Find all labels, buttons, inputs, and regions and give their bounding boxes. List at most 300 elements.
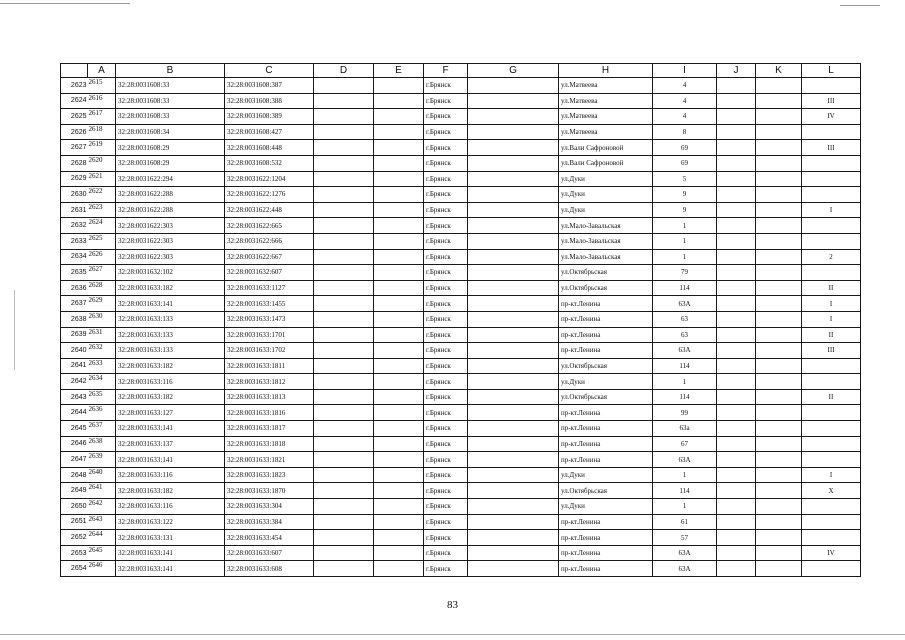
cell-a[interactable]: 2622 [88,187,116,203]
cell-e[interactable] [374,514,424,530]
cell-l[interactable]: II [802,327,861,343]
cell-f[interactable]: г.Брянск [424,187,468,203]
cell-c[interactable]: 32:28:0031633:304 [225,499,314,515]
cell-j[interactable] [717,124,756,140]
cell-k[interactable] [756,218,802,234]
cell-g[interactable] [468,452,559,468]
cell-g[interactable] [468,187,559,203]
cell-i[interactable]: 114 [653,389,717,405]
cell-g[interactable] [468,405,559,421]
column-header-i[interactable]: I [653,64,717,78]
cell-h[interactable]: пр-кт.Ленина [559,452,653,468]
cell-a[interactable]: 2621 [88,171,116,187]
cell-k[interactable] [756,78,802,94]
row-number[interactable]: 2633 [61,233,88,249]
cell-i[interactable]: 79 [653,265,717,281]
cell-a[interactable]: 2637 [88,421,116,437]
cell-l[interactable] [802,561,861,577]
cell-i[interactable]: 63А [653,545,717,561]
cell-g[interactable] [468,327,559,343]
cell-h[interactable]: пр-кт.Ленина [559,514,653,530]
cell-a[interactable]: 2620 [88,155,116,171]
cell-k[interactable] [756,187,802,203]
row-number[interactable]: 2634 [61,249,88,265]
cell-h[interactable]: ул.Октябрьская [559,389,653,405]
cell-e[interactable] [374,249,424,265]
cell-e[interactable] [374,405,424,421]
cell-a[interactable]: 2618 [88,124,116,140]
cell-k[interactable] [756,171,802,187]
column-header-d[interactable]: D [314,64,374,78]
cell-d[interactable] [314,358,374,374]
cell-l[interactable]: II [802,389,861,405]
row-number[interactable]: 2627 [61,140,88,156]
cell-l[interactable] [802,374,861,390]
cell-c[interactable]: 32:28:0031633:1813 [225,389,314,405]
cell-f[interactable]: г.Брянск [424,280,468,296]
row-number[interactable]: 2648 [61,467,88,483]
column-header-e[interactable]: E [374,64,424,78]
cell-k[interactable] [756,249,802,265]
cell-f[interactable]: г.Брянск [424,405,468,421]
cell-h[interactable]: пр-кт.Ленина [559,561,653,577]
cell-k[interactable] [756,374,802,390]
cell-h[interactable]: ул.Дуки [559,187,653,203]
cell-c[interactable]: 32:28:0031633:608 [225,561,314,577]
cell-l[interactable] [802,218,861,234]
cell-a[interactable]: 2615 [88,78,116,94]
cell-j[interactable] [717,561,756,577]
row-number[interactable]: 2647 [61,452,88,468]
cell-k[interactable] [756,140,802,156]
cell-l[interactable]: III [802,140,861,156]
cell-f[interactable]: г.Брянск [424,343,468,359]
row-number[interactable]: 2642 [61,374,88,390]
cell-b[interactable]: 32:28:0031633:141 [116,452,225,468]
cell-d[interactable] [314,405,374,421]
cell-b[interactable]: 32:28:0031622:303 [116,233,225,249]
row-number[interactable]: 2626 [61,124,88,140]
cell-b[interactable]: 32:28:0031633:116 [116,374,225,390]
cell-g[interactable] [468,545,559,561]
cell-i[interactable]: 63А [653,343,717,359]
cell-l[interactable] [802,265,861,281]
cell-l[interactable]: X [802,483,861,499]
cell-l[interactable]: I [802,202,861,218]
row-number[interactable]: 2632 [61,218,88,234]
cell-j[interactable] [717,93,756,109]
cell-f[interactable]: г.Брянск [424,499,468,515]
cell-l[interactable] [802,358,861,374]
cell-f[interactable]: г.Брянск [424,374,468,390]
cell-b[interactable]: 32:28:0031622:303 [116,218,225,234]
cell-l[interactable]: IV [802,545,861,561]
cell-d[interactable] [314,311,374,327]
cell-c[interactable]: 32:28:0031622:1204 [225,171,314,187]
cell-b[interactable]: 32:28:0031633:127 [116,405,225,421]
cell-e[interactable] [374,187,424,203]
cell-g[interactable] [468,311,559,327]
cell-b[interactable]: 32:28:0031608:33 [116,78,225,94]
cell-b[interactable]: 32:28:0031633:182 [116,358,225,374]
cell-l[interactable]: III [802,343,861,359]
cell-j[interactable] [717,249,756,265]
cell-k[interactable] [756,436,802,452]
cell-c[interactable]: 32:28:0031633:1817 [225,421,314,437]
cell-a[interactable]: 2625 [88,233,116,249]
cell-l[interactable] [802,530,861,546]
column-header-f[interactable]: F [424,64,468,78]
cell-l[interactable]: II [802,280,861,296]
cell-a[interactable]: 2634 [88,374,116,390]
cell-a[interactable]: 2631 [88,327,116,343]
cell-j[interactable] [717,405,756,421]
cell-j[interactable] [717,389,756,405]
cell-e[interactable] [374,343,424,359]
cell-e[interactable] [374,421,424,437]
cell-i[interactable]: 114 [653,280,717,296]
cell-d[interactable] [314,483,374,499]
cell-d[interactable] [314,171,374,187]
cell-e[interactable] [374,452,424,468]
cell-i[interactable]: 61 [653,514,717,530]
column-header-j[interactable]: J [717,64,756,78]
cell-c[interactable]: 32:28:0031633:1821 [225,452,314,468]
cell-c[interactable]: 32:28:0031633:454 [225,530,314,546]
cell-d[interactable] [314,530,374,546]
cell-j[interactable] [717,140,756,156]
cell-i[interactable]: 63А [653,296,717,312]
cell-h[interactable]: пр-кт.Ленина [559,311,653,327]
cell-c[interactable]: 32:28:0031608:389 [225,109,314,125]
cell-b[interactable]: 32:28:0031608:33 [116,109,225,125]
cell-j[interactable] [717,109,756,125]
cell-j[interactable] [717,374,756,390]
cell-i[interactable]: 1 [653,218,717,234]
cell-i[interactable]: 9 [653,202,717,218]
column-header-k[interactable]: K [756,64,802,78]
cell-k[interactable] [756,405,802,421]
cell-c[interactable]: 32:28:0031608:448 [225,140,314,156]
cell-j[interactable] [717,155,756,171]
cell-k[interactable] [756,561,802,577]
cell-e[interactable] [374,233,424,249]
cell-l[interactable] [802,499,861,515]
cell-e[interactable] [374,499,424,515]
cell-j[interactable] [717,545,756,561]
cell-h[interactable]: ул.Вали Сафроновой [559,155,653,171]
cell-e[interactable] [374,218,424,234]
cell-b[interactable]: 32:28:0031608:29 [116,140,225,156]
cell-g[interactable] [468,530,559,546]
cell-k[interactable] [756,296,802,312]
cell-f[interactable]: г.Брянск [424,296,468,312]
cell-a[interactable]: 2638 [88,436,116,452]
cell-h[interactable]: пр-кт.Ленина [559,296,653,312]
cell-j[interactable] [717,343,756,359]
cell-e[interactable] [374,280,424,296]
cell-d[interactable] [314,218,374,234]
cell-h[interactable]: пр-кт.Ленина [559,436,653,452]
cell-h[interactable]: ул.Октябрьская [559,280,653,296]
cell-b[interactable]: 32:28:0031633:133 [116,311,225,327]
cell-k[interactable] [756,93,802,109]
cell-d[interactable] [314,561,374,577]
cell-i[interactable]: 1 [653,233,717,249]
cell-g[interactable] [468,93,559,109]
cell-h[interactable]: ул.Матвеева [559,109,653,125]
cell-c[interactable]: 32:28:0031608:387 [225,78,314,94]
cell-i[interactable]: 4 [653,93,717,109]
cell-f[interactable]: г.Брянск [424,78,468,94]
column-header-g[interactable]: G [468,64,559,78]
cell-k[interactable] [756,265,802,281]
cell-a[interactable]: 2636 [88,405,116,421]
cell-c[interactable]: 32:28:0031633:1473 [225,311,314,327]
cell-e[interactable] [374,93,424,109]
cell-l[interactable] [802,233,861,249]
cell-g[interactable] [468,109,559,125]
cell-d[interactable] [314,452,374,468]
cell-g[interactable] [468,171,559,187]
cell-h[interactable]: пр-кт.Ленина [559,327,653,343]
cell-g[interactable] [468,140,559,156]
cell-k[interactable] [756,358,802,374]
cell-i[interactable]: 114 [653,358,717,374]
cell-d[interactable] [314,296,374,312]
cell-h[interactable]: ул.Дуки [559,499,653,515]
row-number[interactable]: 2643 [61,389,88,405]
cell-a[interactable]: 2642 [88,499,116,515]
cell-d[interactable] [314,233,374,249]
cell-l[interactable]: I [802,467,861,483]
cell-e[interactable] [374,374,424,390]
cell-g[interactable] [468,514,559,530]
cell-l[interactable] [802,514,861,530]
cell-d[interactable] [314,499,374,515]
cell-a[interactable]: 2639 [88,452,116,468]
cell-k[interactable] [756,514,802,530]
cell-h[interactable]: ул.Октябрьская [559,265,653,281]
cell-c[interactable]: 32:28:0031622:665 [225,218,314,234]
cell-b[interactable]: 32:28:0031622:288 [116,187,225,203]
cell-h[interactable]: пр-кт.Ленина [559,343,653,359]
cell-e[interactable] [374,124,424,140]
cell-j[interactable] [717,436,756,452]
cell-a[interactable]: 2616 [88,93,116,109]
cell-g[interactable] [468,343,559,359]
cell-l[interactable] [802,78,861,94]
cell-f[interactable]: г.Брянск [424,514,468,530]
cell-e[interactable] [374,358,424,374]
cell-f[interactable]: г.Брянск [424,249,468,265]
row-number[interactable]: 2653 [61,545,88,561]
cell-c[interactable]: 32:28:0031633:1818 [225,436,314,452]
cell-a[interactable]: 2624 [88,218,116,234]
cell-g[interactable] [468,561,559,577]
cell-b[interactable]: 32:28:0031633:182 [116,483,225,499]
cell-f[interactable]: г.Брянск [424,483,468,499]
cell-d[interactable] [314,327,374,343]
cell-e[interactable] [374,202,424,218]
cell-k[interactable] [756,545,802,561]
cell-b[interactable]: 32:28:0031633:182 [116,389,225,405]
cell-g[interactable] [468,389,559,405]
row-number[interactable]: 2630 [61,187,88,203]
cell-g[interactable] [468,436,559,452]
cell-c[interactable]: 32:28:0031608:388 [225,93,314,109]
cell-d[interactable] [314,265,374,281]
cell-e[interactable] [374,109,424,125]
cell-f[interactable]: г.Брянск [424,389,468,405]
column-header-b[interactable]: B [116,64,225,78]
cell-b[interactable]: 32:28:0031622:288 [116,202,225,218]
cell-a[interactable]: 2626 [88,249,116,265]
cell-c[interactable]: 32:28:0031633:1127 [225,280,314,296]
cell-c[interactable]: 32:28:0031633:1870 [225,483,314,499]
cell-b[interactable]: 32:28:0031608:34 [116,124,225,140]
cell-d[interactable] [314,436,374,452]
cell-d[interactable] [314,140,374,156]
cell-i[interactable]: 69 [653,140,717,156]
cell-h[interactable]: ул.Дуки [559,467,653,483]
cell-h[interactable]: ул.Матвеева [559,78,653,94]
cell-l[interactable] [802,421,861,437]
cell-k[interactable] [756,109,802,125]
cell-i[interactable]: 67 [653,436,717,452]
cell-c[interactable]: 32:28:0031633:1812 [225,374,314,390]
cell-k[interactable] [756,389,802,405]
cell-k[interactable] [756,421,802,437]
cell-c[interactable]: 32:28:0031633:1816 [225,405,314,421]
cell-d[interactable] [314,202,374,218]
cell-e[interactable] [374,140,424,156]
cell-a[interactable]: 2632 [88,343,116,359]
cell-a[interactable]: 2643 [88,514,116,530]
cell-i[interactable]: 1 [653,467,717,483]
cell-f[interactable]: г.Брянск [424,530,468,546]
cell-a[interactable]: 2628 [88,280,116,296]
row-number[interactable]: 2649 [61,483,88,499]
row-number[interactable]: 2640 [61,343,88,359]
cell-i[interactable]: 63 [653,311,717,327]
cell-h[interactable]: ул.Октябрьская [559,483,653,499]
cell-c[interactable]: 32:28:0031633:1455 [225,296,314,312]
cell-l[interactable] [802,405,861,421]
cell-e[interactable] [374,327,424,343]
cell-k[interactable] [756,124,802,140]
cell-a[interactable]: 2623 [88,202,116,218]
cell-l[interactable] [802,436,861,452]
cell-h[interactable]: ул.Дуки [559,171,653,187]
cell-e[interactable] [374,467,424,483]
cell-f[interactable]: г.Брянск [424,93,468,109]
cell-f[interactable]: г.Брянск [424,452,468,468]
cell-a[interactable]: 2641 [88,483,116,499]
cell-i[interactable]: 69 [653,155,717,171]
cell-l[interactable]: IV [802,109,861,125]
row-number[interactable]: 2651 [61,514,88,530]
cell-c[interactable]: 32:28:0031633:384 [225,514,314,530]
row-number[interactable]: 2641 [61,358,88,374]
cell-c[interactable]: 32:28:0031633:1811 [225,358,314,374]
cell-g[interactable] [468,467,559,483]
cell-b[interactable]: 32:28:0031633:116 [116,467,225,483]
cell-b[interactable]: 32:28:0031608:29 [116,155,225,171]
cell-i[interactable]: 57 [653,530,717,546]
cell-h[interactable]: пр-кт.Ленина [559,530,653,546]
cell-c[interactable]: 32:28:0031622:667 [225,249,314,265]
cell-d[interactable] [314,343,374,359]
cell-f[interactable]: г.Брянск [424,467,468,483]
cell-j[interactable] [717,311,756,327]
cell-e[interactable] [374,530,424,546]
cell-i[interactable]: 1 [653,249,717,265]
cell-h[interactable]: ул.Мало-Завальская [559,233,653,249]
cell-g[interactable] [468,358,559,374]
cell-l[interactable] [802,452,861,468]
cell-a[interactable]: 2646 [88,561,116,577]
row-number[interactable]: 2650 [61,499,88,515]
cell-b[interactable]: 32:28:0031633:182 [116,280,225,296]
row-number[interactable]: 2631 [61,202,88,218]
cell-i[interactable]: 9 [653,187,717,203]
cell-k[interactable] [756,155,802,171]
cell-d[interactable] [314,280,374,296]
column-header-a[interactable]: A [88,64,116,78]
cell-h[interactable]: пр-кт.Ленина [559,545,653,561]
cell-b[interactable]: 32:28:0031633:137 [116,436,225,452]
cell-b[interactable]: 32:28:0031632:102 [116,265,225,281]
cell-g[interactable] [468,249,559,265]
cell-i[interactable]: 63А [653,452,717,468]
row-number[interactable]: 2646 [61,436,88,452]
cell-g[interactable] [468,265,559,281]
cell-f[interactable]: г.Брянск [424,436,468,452]
cell-i[interactable]: 4 [653,78,717,94]
cell-h[interactable]: ул.Матвеева [559,124,653,140]
cell-b[interactable]: 32:28:0031633:141 [116,296,225,312]
cell-b[interactable]: 32:28:0031633:116 [116,499,225,515]
cell-h[interactable]: ул.Дуки [559,202,653,218]
cell-d[interactable] [314,78,374,94]
column-header-h[interactable]: H [559,64,653,78]
cell-f[interactable]: г.Брянск [424,124,468,140]
column-header-c[interactable]: C [225,64,314,78]
cell-e[interactable] [374,561,424,577]
cell-j[interactable] [717,78,756,94]
cell-a[interactable]: 2629 [88,296,116,312]
cell-g[interactable] [468,296,559,312]
cell-c[interactable]: 32:28:0031633:1702 [225,343,314,359]
cell-k[interactable] [756,530,802,546]
cell-i[interactable]: 1 [653,499,717,515]
cell-d[interactable] [314,421,374,437]
cell-g[interactable] [468,218,559,234]
cell-g[interactable] [468,374,559,390]
cell-a[interactable]: 2630 [88,311,116,327]
cell-e[interactable] [374,155,424,171]
cell-b[interactable]: 32:28:0031622:294 [116,171,225,187]
cell-h[interactable]: ул.Мало-Завальская [559,218,653,234]
cell-i[interactable]: 1 [653,374,717,390]
cell-g[interactable] [468,78,559,94]
cell-h[interactable]: ул.Октябрьская [559,358,653,374]
cell-i[interactable]: 114 [653,483,717,499]
cell-f[interactable]: г.Брянск [424,327,468,343]
cell-e[interactable] [374,296,424,312]
cell-g[interactable] [468,233,559,249]
